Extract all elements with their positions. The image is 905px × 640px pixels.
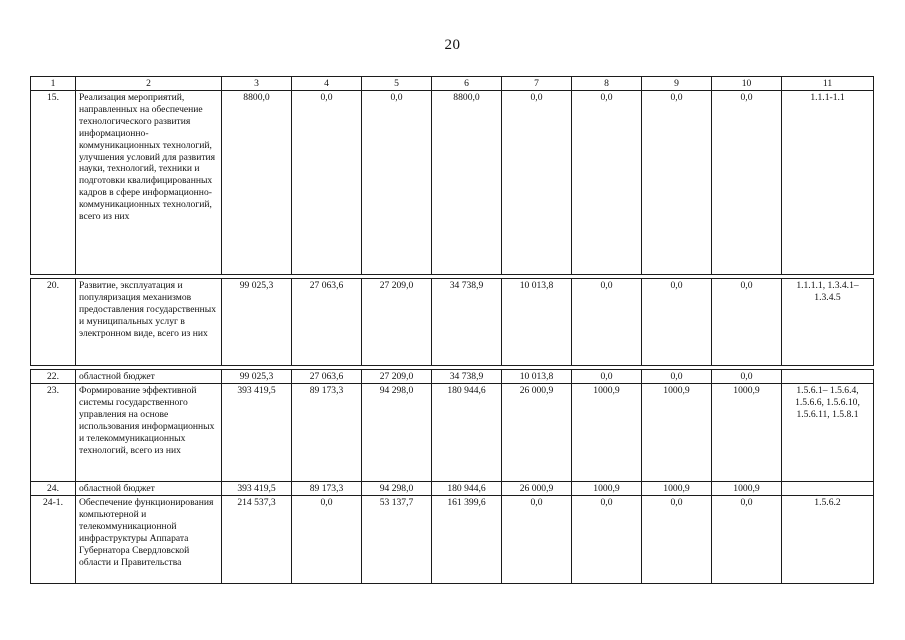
row-number: 24-1. <box>31 496 76 584</box>
cell-value: 0,0 <box>642 370 712 384</box>
cell-value: 393 419,5 <box>222 384 292 482</box>
column-header: 10 <box>712 77 782 91</box>
row-description: Формирование эффективной системы государственного управления на основе использования информационных и телекоммуникационных технологий, всего из них <box>76 384 222 482</box>
cell-value: 0,0 <box>362 91 432 275</box>
row-number: 20. <box>31 279 76 366</box>
cell-value: 94 298,0 <box>362 482 432 496</box>
cell-value: 34 738,9 <box>432 279 502 366</box>
cell-value: 1000,9 <box>712 482 782 496</box>
cell-value: 27 209,0 <box>362 370 432 384</box>
cell-value: 214 537,3 <box>222 496 292 584</box>
cell-value: 99 025,3 <box>222 279 292 366</box>
row-description: Реализация мероприятий, направленных на обеспечение технологического развития информационно-коммуникационных технологий, улучшения условий для развития науки, технологий, техники и подготовки квалифицированных кадров в сфере информационно-коммуникационных технологий, всего из них <box>76 91 222 275</box>
cell-value: 26 000,9 <box>502 384 572 482</box>
cell-value: 0,0 <box>712 370 782 384</box>
cell-value: 0,0 <box>292 91 362 275</box>
table-header-row <box>31 77 874 91</box>
cell-value: 0,0 <box>572 279 642 366</box>
cell-value: 1000,9 <box>642 384 712 482</box>
cell-value: 1000,9 <box>712 384 782 482</box>
column-header: 8 <box>572 77 642 91</box>
table-row <box>31 370 874 384</box>
table-row <box>31 91 874 275</box>
cell-value: 94 298,0 <box>362 384 432 482</box>
target-indicator: 1.5.6.1– 1.5.6.4, 1.5.6.6, 1.5.6.10, 1.5.6.11, 1.5.8.1 <box>782 384 874 482</box>
table-row <box>31 384 874 482</box>
cell-value: 53 137,7 <box>362 496 432 584</box>
cell-value: 393 419,5 <box>222 482 292 496</box>
cell-value: 0,0 <box>712 496 782 584</box>
row-description: Обеспечение функционирования компьютерной и телекоммуникационной инфраструктуры Аппарата Губернатора Свердловской области и Правительства <box>76 496 222 584</box>
cell-value: 0,0 <box>572 91 642 275</box>
row-description: Развитие, эксплуатация и популяризация механизмов предоставления государственных и муниципальных услуг в электронном виде, всего из них <box>76 279 222 366</box>
cell-value: 8800,0 <box>432 91 502 275</box>
target-indicator <box>782 370 874 384</box>
cell-value: 0,0 <box>572 496 642 584</box>
page-number: 20 <box>444 37 461 53</box>
column-header: 11 <box>782 77 874 91</box>
cell-value: 180 944,6 <box>432 384 502 482</box>
cell-value: 1000,9 <box>572 482 642 496</box>
cell-value: 0,0 <box>502 91 572 275</box>
cell-value: 34 738,9 <box>432 370 502 384</box>
row-number: 24. <box>31 482 76 496</box>
cell-value: 10 013,8 <box>502 279 572 366</box>
cell-value: 8800,0 <box>222 91 292 275</box>
cell-value: 1000,9 <box>572 384 642 482</box>
budget-table <box>30 76 874 584</box>
cell-value: 27 063,6 <box>292 279 362 366</box>
cell-value: 27 209,0 <box>362 279 432 366</box>
row-number: 22. <box>31 370 76 384</box>
cell-value: 0,0 <box>642 279 712 366</box>
column-header: 1 <box>31 77 76 91</box>
row-number: 15. <box>31 91 76 275</box>
column-header: 7 <box>502 77 572 91</box>
cell-value: 0,0 <box>712 91 782 275</box>
table-row <box>31 482 874 496</box>
cell-value: 0,0 <box>502 496 572 584</box>
column-header: 6 <box>432 77 502 91</box>
column-header: 5 <box>362 77 432 91</box>
cell-value: 10 013,8 <box>502 370 572 384</box>
column-header: 3 <box>222 77 292 91</box>
cell-value: 0,0 <box>642 91 712 275</box>
cell-value: 0,0 <box>292 496 362 584</box>
target-indicator <box>782 482 874 496</box>
cell-value: 161 399,6 <box>432 496 502 584</box>
column-header: 2 <box>76 77 222 91</box>
column-header: 9 <box>642 77 712 91</box>
cell-value: 89 173,3 <box>292 482 362 496</box>
cell-value: 27 063,6 <box>292 370 362 384</box>
cell-value: 0,0 <box>712 279 782 366</box>
row-description: областной бюджет <box>76 370 222 384</box>
column-header: 4 <box>292 77 362 91</box>
row-description: областной бюджет <box>76 482 222 496</box>
target-indicator: 1.1.1-1.1 <box>782 91 874 275</box>
cell-value: 0,0 <box>572 370 642 384</box>
cell-value: 1000,9 <box>642 482 712 496</box>
cell-value: 180 944,6 <box>432 482 502 496</box>
target-indicator: 1.1.1.1, 1.3.4.1– 1.3.4.5 <box>782 279 874 366</box>
table-row <box>31 279 874 366</box>
cell-value: 26 000,9 <box>502 482 572 496</box>
row-number: 23. <box>31 384 76 482</box>
cell-value: 89 173,3 <box>292 384 362 482</box>
target-indicator: 1.5.6.2 <box>782 496 874 584</box>
cell-value: 99 025,3 <box>222 370 292 384</box>
table-row <box>31 496 874 584</box>
cell-value: 0,0 <box>642 496 712 584</box>
